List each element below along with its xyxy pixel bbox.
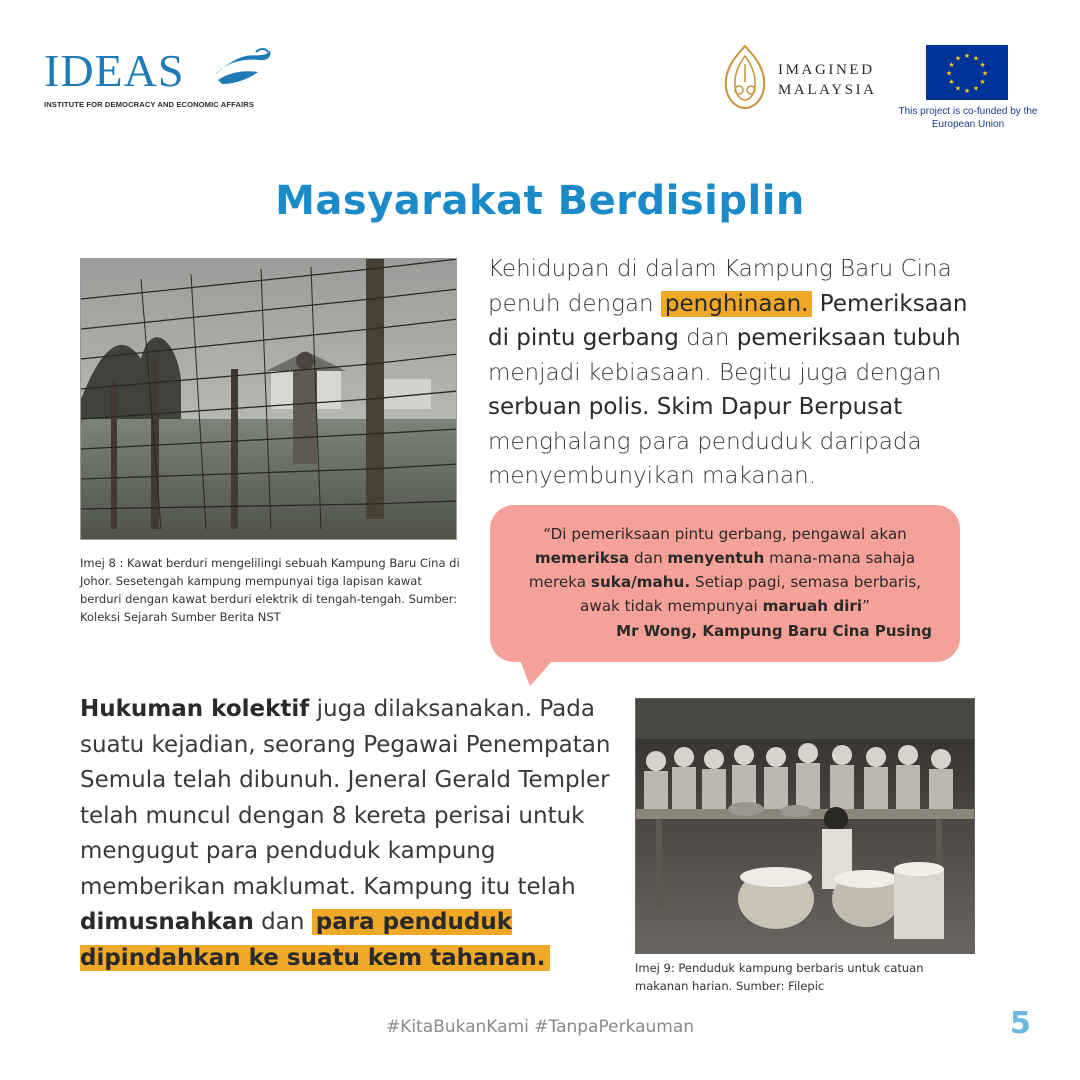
- svg-text:★: ★: [954, 84, 962, 93]
- svg-text:★: ★: [954, 54, 962, 63]
- bold-text: serbuan polis. Skim Dapur Berpusat: [488, 394, 903, 420]
- svg-text:★: ★: [948, 78, 955, 86]
- svg-text:★: ★: [948, 61, 955, 69]
- bird-icon: [210, 46, 274, 92]
- svg-text:★: ★: [963, 87, 971, 95]
- ideas-logo: [44, 46, 274, 116]
- imagined-malaysia-wordmark: [778, 60, 877, 100]
- wayang-emblem-icon: [722, 44, 768, 110]
- svg-text:★: ★: [963, 52, 971, 60]
- ideas-wordmark: IDEAS: [44, 45, 185, 96]
- highlight-text: para penduduk dipindahkan ke suatu kem tahanan.: [80, 909, 550, 971]
- text-run: juga dilaksanakan. Pada suatu kejadian, seorang Pegawai Penempatan Semula telah dibunuh. Jeneral Gerald Templer telah muncul dengan 8 kereta perisai untuk mengugut para penduduk kampung memberikan maklumat. Kampung itu telah: [80, 696, 611, 900]
- ideas-subtitle: INSTITUTE FOR DEMOCRACY AND ECONOMIC AFFAIRS: [44, 100, 254, 109]
- image1-caption: Imej 8 : Kawat berduri mengelilingi sebuah Kampung Baru Cina di Johor. Sesetengah kampung mempunyai tiga lapisan kawat berduri dengan kawat berduri elektrik di tengah-tengah. Sumber: Koleksi Sejarah Sumber Berita NST: [80, 556, 460, 624]
- quote-text: [508, 522, 942, 618]
- page-number: 5: [1010, 1006, 1031, 1041]
- text-run: mana-mana sahaja mereka: [528, 549, 916, 591]
- svg-text:★: ★: [979, 78, 986, 86]
- bold-text: Hukuman kolektif: [80, 696, 310, 722]
- bold-text: maruah diri: [762, 597, 863, 615]
- bold-text: Pemeriksaan di pintu gerbang: [488, 290, 968, 351]
- imagined-line1: IMAGINED: [778, 62, 875, 78]
- svg-text:★: ★: [979, 61, 986, 69]
- imagined-line2: MALAYSIA: [778, 82, 877, 98]
- highlight-text: penghinaan.: [661, 291, 813, 317]
- quote-source: Mr Wong, Kampung Baru Cina Pusing: [616, 622, 932, 640]
- text-run: menghalang para penduduk daripada menyembunyikan makanan.: [488, 428, 922, 489]
- bold-text: memeriksa: [534, 549, 630, 567]
- image2-caption: Imej 9: Penduduk kampung berbaris untuk catuan makanan harian. Sumber: Filepic: [635, 961, 924, 993]
- text-run: Setiap pagi, semasa berbaris, awak tidak mempunyai: [580, 573, 922, 615]
- quote-bubble-tail: [512, 650, 572, 686]
- svg-text:★: ★: [972, 54, 980, 63]
- bold-text: dimusnahkan: [80, 909, 254, 935]
- page-title: Masyarakat Berdisiplin: [275, 178, 805, 224]
- eu-flag-icon: [926, 45, 1008, 100]
- text-run: “Di pemeriksaan pintu gerbang, pengawal akan: [543, 525, 907, 543]
- bold-text: pemeriksaan tubuh: [736, 325, 961, 351]
- intro-paragraph: [488, 252, 988, 494]
- barbed-wire-photo: [80, 258, 457, 540]
- collective-punishment-paragraph: [80, 692, 620, 976]
- text-run: Kehidupan di dalam Kampung Baru Cina penuh dengan: [488, 256, 952, 317]
- text-run: ”: [862, 597, 870, 615]
- hashtags: #KitaBukanKami #TanpaPerkauman: [385, 1017, 695, 1037]
- bold-text: menyentuh: [667, 549, 765, 567]
- text-run: dan: [678, 325, 737, 351]
- text-run: dan: [253, 909, 312, 935]
- text-run: menjadi kebiasaan. Begitu juga dengan: [488, 359, 942, 386]
- svg-text:★: ★: [972, 84, 980, 93]
- food-ration-photo: [635, 698, 975, 954]
- eu-cofunded-note: This project is co-funded by the European Union: [898, 106, 1038, 130]
- bold-text: suka/mahu.: [590, 573, 691, 591]
- text-run: dan: [629, 549, 668, 567]
- svg-text:★: ★: [945, 69, 953, 78]
- svg-text:★: ★: [981, 69, 989, 78]
